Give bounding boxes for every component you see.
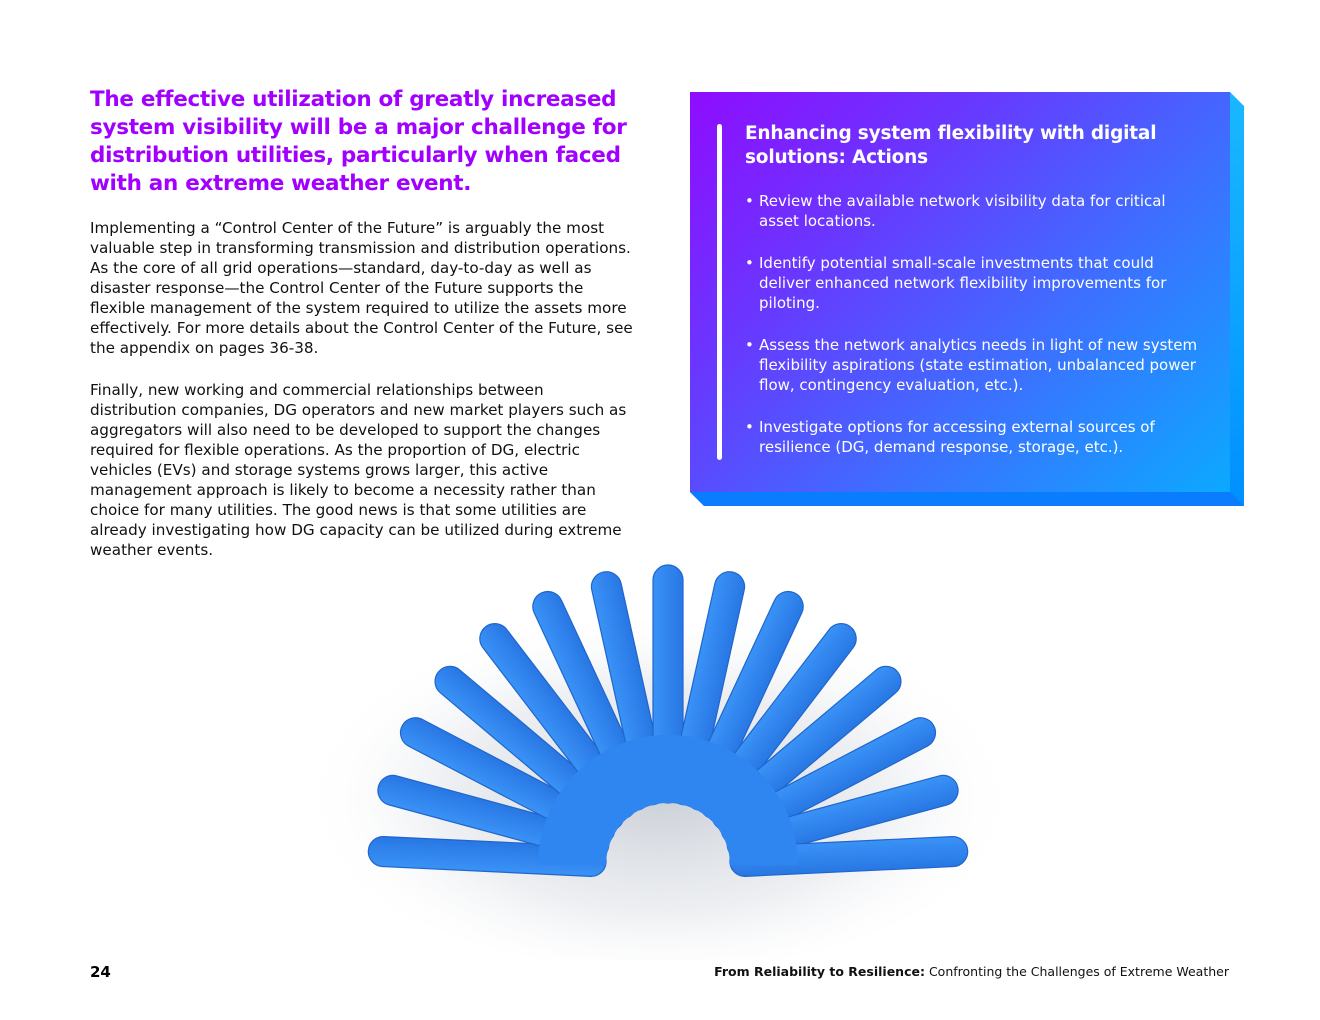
action-item-text: Identify potential small-scale investments that could deliver enhanced network flexibility improvements for piloting. <box>759 254 1167 312</box>
callout-box-face <box>690 92 1230 492</box>
footer-document-title <box>714 964 1229 979</box>
callout-action-list <box>745 191 1205 479</box>
action-item <box>745 335 1205 395</box>
action-item <box>745 253 1205 313</box>
fan-illustration <box>300 520 1040 960</box>
bullet-icon: • <box>745 418 754 436</box>
bullet-icon: • <box>745 336 754 354</box>
body-paragraph-relationships: Finally, new working and commercial relationships between distribution companies, DG operators and new market players such as aggregators will also need to be developed to support the changes required for flexible operations. As the proportion of DG, electric vehicles (EVs) and storage systems grows larger, this active management approach is likely to become a necessity rather than choice for many utilities. The good news is that some utilities are already investigating how DG capacity can be utilized during extreme weather events. <box>90 381 627 559</box>
bullet-icon: • <box>745 254 754 272</box>
bullet-icon: • <box>745 192 754 210</box>
action-item <box>745 417 1205 457</box>
footer-title-rest: Confronting the Challenges of Extreme Weather <box>928 964 1229 979</box>
page-number: 24 <box>90 963 111 981</box>
body-paragraph-control-center: Implementing a “Control Center of the Future” is arguably the most valuable step in transforming transmission and distribution operations. As the core of all grid operations—standard, day-to-day as well as disaster response—the Control Center of the Future supports the flexible management of the system required to utilize the assets more effectively. For more details about the Control Center of the Future, see the appendix on pages 36-38. <box>90 219 633 357</box>
footer-title-bold: From Reliability to Resilience: <box>714 964 925 979</box>
headline: The effective utilization of greatly increased system visibility will be a major challenge for distribution utilities, particularly when faced with an extreme weather event. <box>90 87 627 196</box>
action-item-text: Investigate options for accessing external sources of resilience (DG, demand response, storage, etc.). <box>759 418 1155 456</box>
callout-title: Enhancing system flexibility with digital solutions: Actions <box>745 123 1157 168</box>
action-item <box>745 191 1205 231</box>
actions-callout-box <box>690 92 1244 506</box>
blue-fan-sculpture-image <box>300 520 1040 960</box>
action-item-text: Review the available network visibility data for critical asset locations. <box>759 192 1166 230</box>
callout-accent-bar <box>717 124 722 460</box>
action-item-text: Assess the network analytics needs in light of new system flexibility aspirations (state estimation, unbalanced power flow, contingency evaluation, etc.). <box>759 336 1198 394</box>
